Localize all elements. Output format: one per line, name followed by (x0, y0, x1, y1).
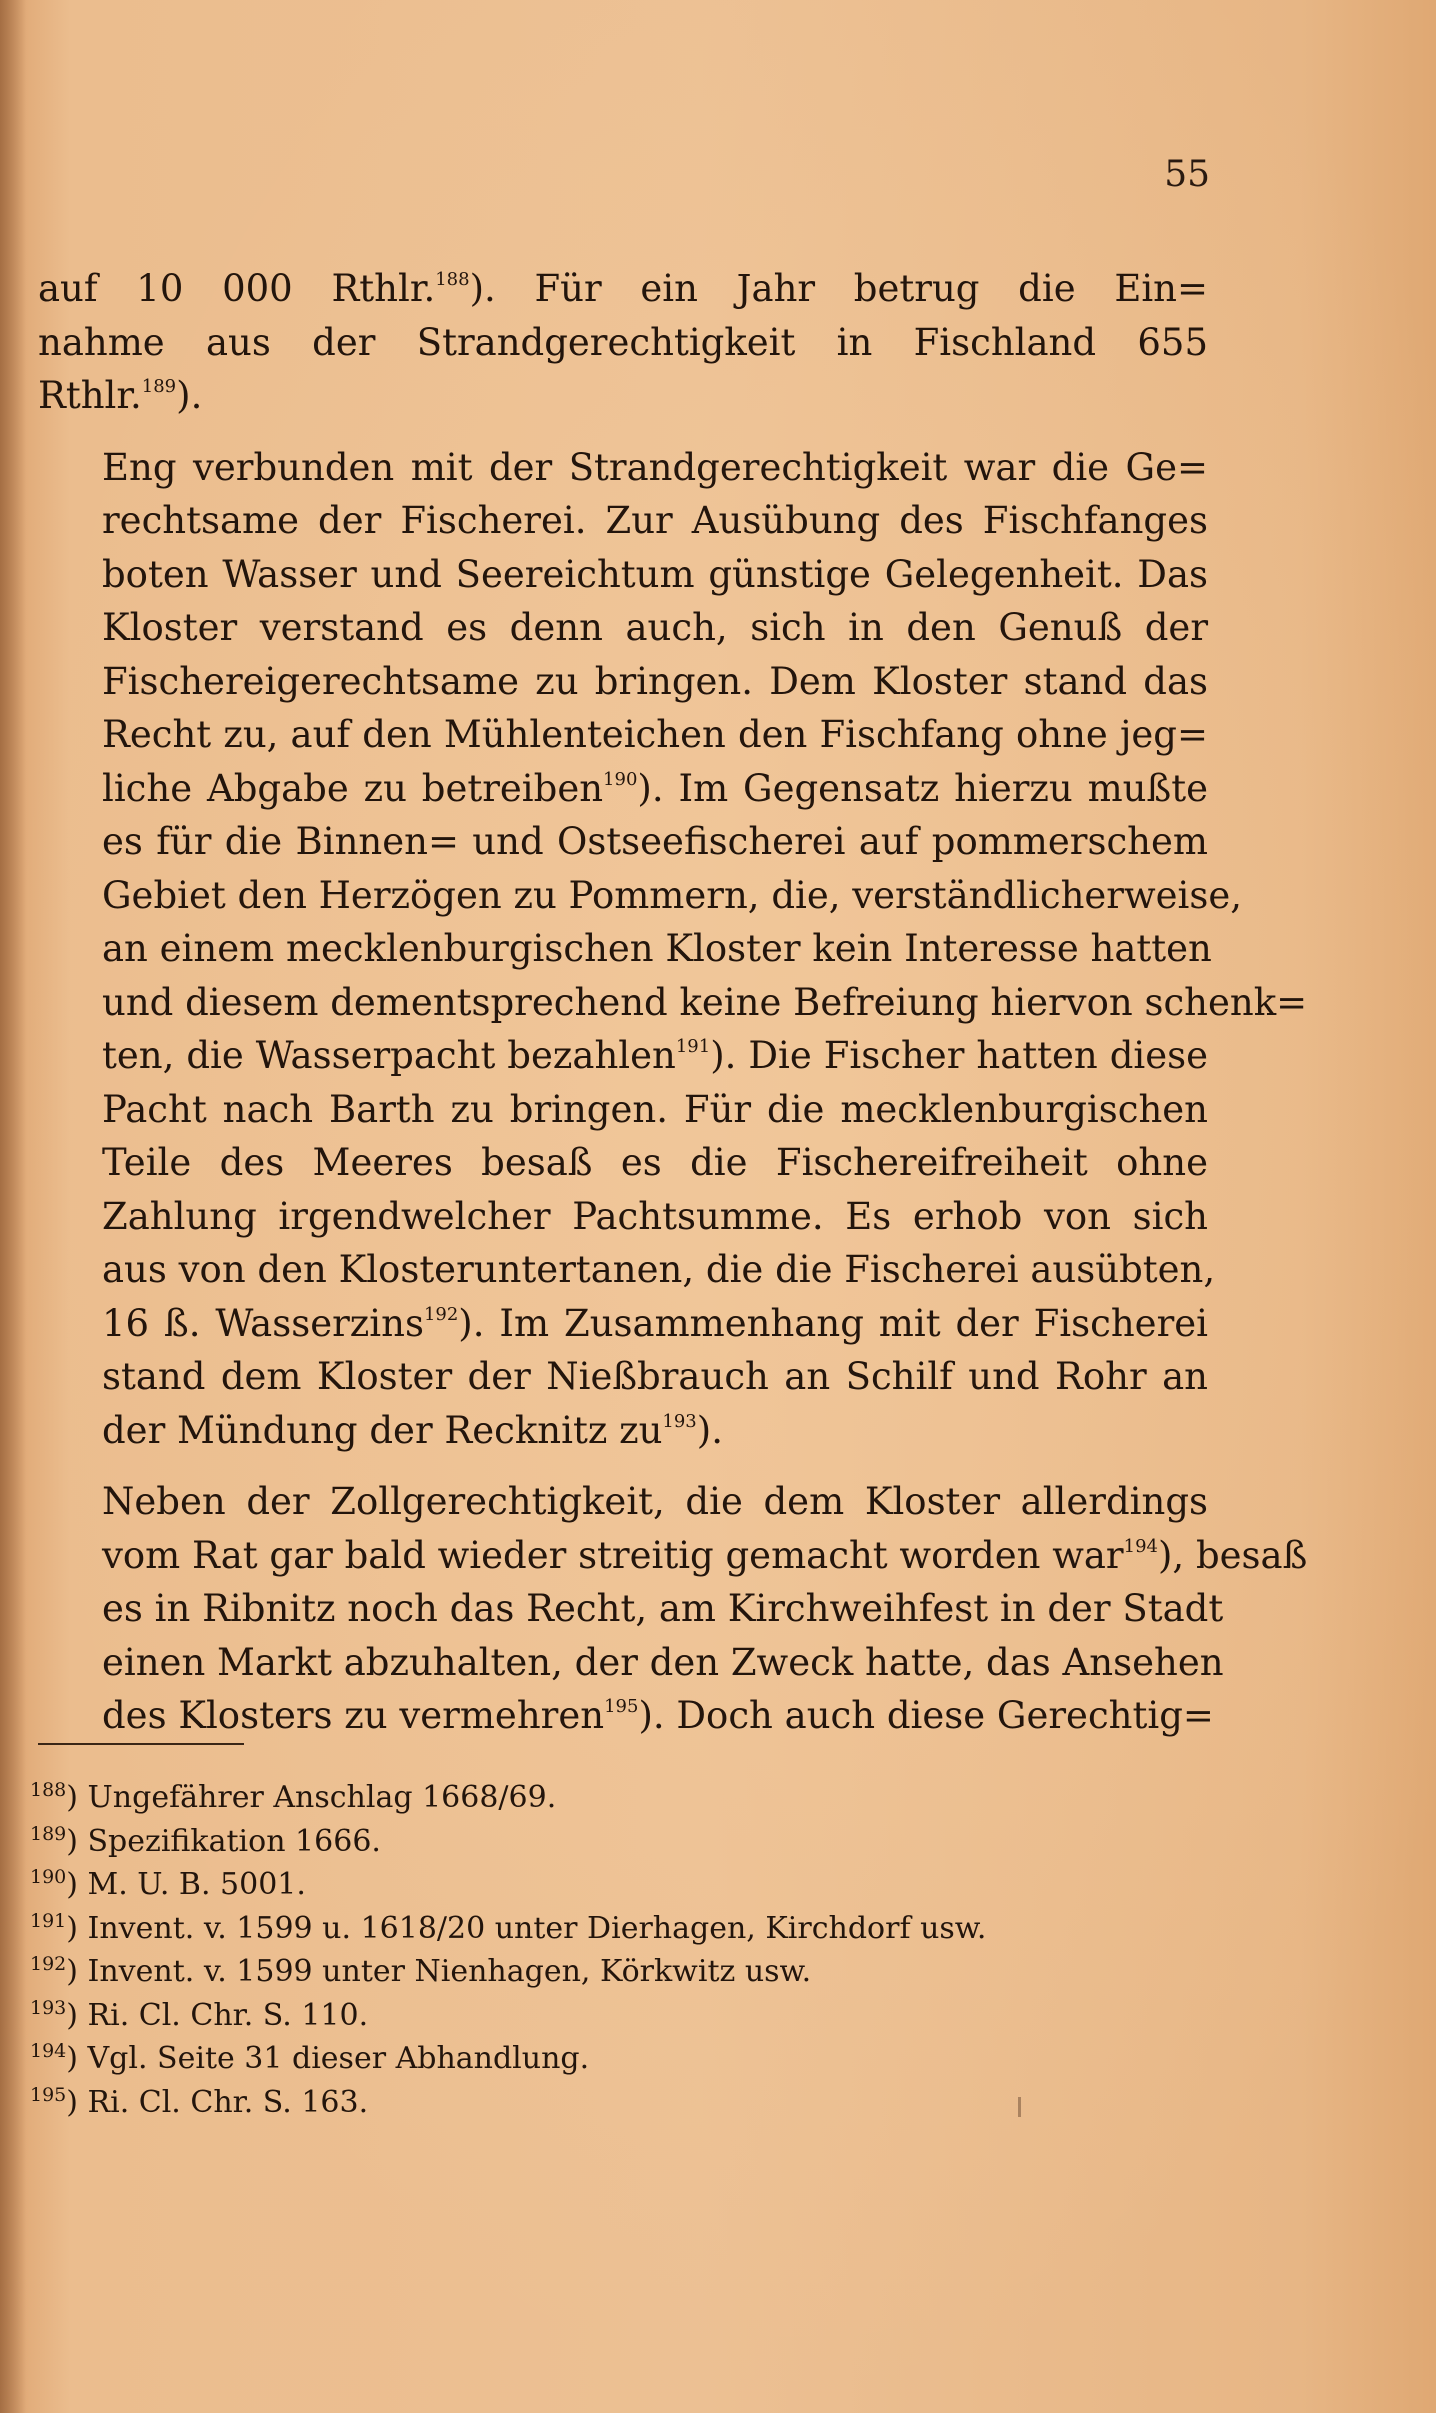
footnote-number: 195 (30, 2083, 67, 2106)
text-line: an einem mecklenburgischen Kloster kein Interesse hatten (102, 927, 1212, 970)
footnote-text: ) Ri. Cl. Chr. S. 163. (66, 2084, 369, 2120)
text-line: rechtsame der Fischerei. Zur Ausübung des Fischfanges (102, 499, 1208, 542)
footnote-number: 193 (30, 1996, 67, 2019)
text-line: es für die Binnen= und Ostseefischerei auf pommerschem (102, 820, 1208, 863)
footnote-reference: 194 (1123, 1535, 1158, 1557)
footnote-reference: 188 (435, 269, 470, 290)
text-line: der Mündung der Recknitz zu$^{193}$). (102, 1408, 723, 1452)
body-text (38, 262, 1308, 1743)
footnote-separator (38, 1743, 244, 1745)
text-line: Kloster verstand es denn auch, sich in den Genuß der (102, 606, 1208, 649)
footnote-number: 192 (30, 1953, 67, 1975)
paper-speck (1018, 2097, 1021, 2117)
page-spine-shadow (0, 0, 26, 2413)
footnote (30, 2081, 1210, 2125)
text-line: 16 ß. Wasserzins$^{192}$). Im Zusammenhang mit der Fischerei (102, 1301, 1208, 1345)
footnote (30, 1950, 1210, 1994)
text-line: liche Abgabe zu betreiben$^{190}$). Im Gegensatz hierzu mußte (102, 766, 1208, 810)
footnote-reference: 195 (604, 1696, 639, 1717)
text-line: und diesem dementsprechend keine Befreiung hiervon schenk= (102, 980, 1308, 1024)
footnote-reference: 189 (141, 376, 177, 397)
text-line: boten Wasser und Seereichtum günstige Gelegenheit. Das (102, 552, 1208, 596)
text-line: auf 10 000 Rthlr.$^{188}$). Für ein Jahr betrug die Ein= (38, 267, 1208, 310)
footnotes (30, 1776, 1210, 2124)
text-line: einen Markt abzuhalten, der den Zweck hatte, das Ansehen (102, 1640, 1224, 1684)
footnote (30, 1820, 1210, 1864)
footnote-text: ) Ri. Cl. Chr. S. 110. (66, 1997, 369, 2033)
footnote-reference: 191 (675, 1036, 711, 1057)
footnote (30, 1907, 1210, 1951)
footnote-number: 190 (30, 1866, 67, 1888)
footnote (30, 1776, 1210, 1820)
footnote-text: ) Ungefährer Anschlag 1668/69. (66, 1780, 557, 1815)
text-line: Fischereigerechtsame zu bringen. Dem Kloster stand das (102, 659, 1208, 703)
text-line: vom Rat gar bald wieder streitig gemacht worden war$^{194}$), besaß (102, 1533, 1308, 1577)
text-line: stand dem Kloster der Nießbrauch an Schilf und Rohr an (102, 1355, 1208, 1398)
footnote-text: ) Invent. v. 1599 u. 1618/20 unter Dierhagen, Kirchdorf usw. (66, 1910, 987, 1946)
footnote-number: 194 (30, 2040, 67, 2062)
text-line: nahme aus der Strandgerechtigkeit in Fischland 655 (38, 320, 1208, 364)
footnote-text: ) Invent. v. 1599 unter Nienhagen, Körkwitz usw. (66, 1954, 812, 1989)
text-line: Rthlr.$^{189}$). (38, 374, 203, 417)
text-line: Teile des Meeres besaß es die Fischereifreiheit ohne (102, 1141, 1208, 1184)
paragraph (38, 262, 1208, 423)
text-line: Recht zu, auf den Mühlenteichen den Fischfang ohne jeg= (102, 713, 1208, 756)
footnote (30, 2037, 1210, 2081)
footnote-number: 191 (30, 1909, 67, 1932)
text-line: Pacht nach Barth zu bringen. Für die mecklenburgischen (102, 1087, 1208, 1131)
text-line: es in Ribnitz noch das Recht, am Kirchweihfest in der Stadt (102, 1587, 1224, 1630)
footnote-text: ) Spezifikation 1666. (66, 1823, 381, 1859)
text-line: des Klosters zu vermehren$^{195}$). Doch auch diese Gerechtig= (102, 1694, 1214, 1737)
footnote (30, 1863, 1210, 1907)
paragraph (38, 1475, 1308, 1743)
paragraph (38, 441, 1308, 1458)
footnote-number: 188 (30, 1779, 67, 1801)
footnote-text: ) M. U. B. 5001. (66, 1867, 306, 1902)
footnote-reference: 190 (603, 768, 638, 790)
page-number: 55 (1164, 154, 1210, 195)
footnote-reference: 193 (662, 1410, 697, 1432)
footnote-number: 189 (30, 1822, 67, 1845)
text-line: ten, die Wasserpacht bezahlen$^{191}$). Die Fischer hatten diese (102, 1034, 1208, 1077)
footnote-text: ) Vgl. Seite 31 dieser Abhandlung. (66, 2041, 590, 2076)
text-line: aus von den Klosteruntertanen, die die Fischerei ausübten, (102, 1248, 1216, 1291)
footnote (30, 1994, 1210, 2038)
text-line: Eng verbunden mit der Strandgerechtigkeit war die Ge= (102, 445, 1208, 489)
text-line: Zahlung irgendwelcher Pachtsumme. Es erhob von sich (102, 1194, 1208, 1238)
footnote-reference: 192 (423, 1303, 459, 1325)
text-line: Neben der Zollgerechtigkeit, die dem Kloster allerdings (102, 1480, 1208, 1523)
text-line: Gebiet den Herzögen zu Pommern, die, verständlicherweise, (102, 873, 1243, 917)
